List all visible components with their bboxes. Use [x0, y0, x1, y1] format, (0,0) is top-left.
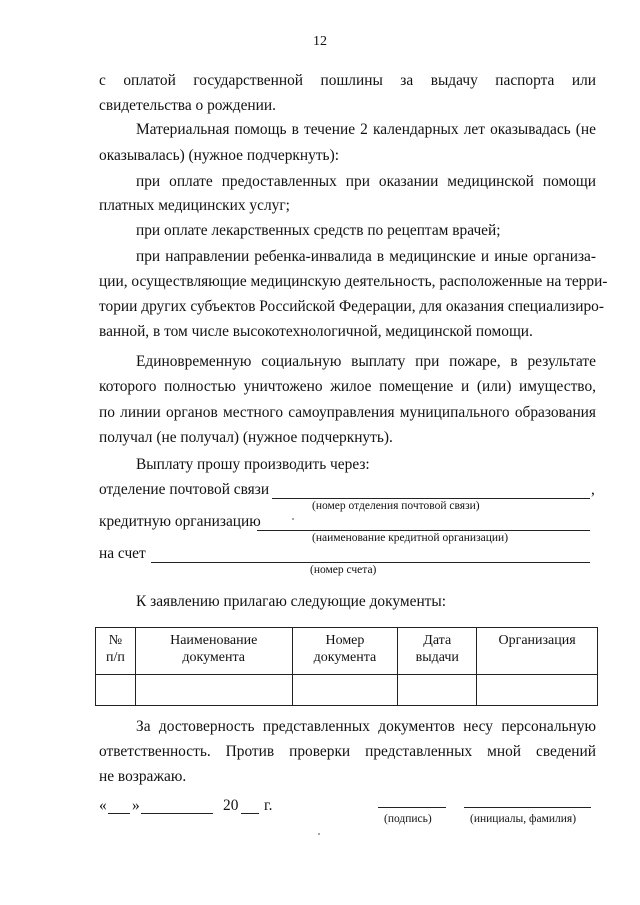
- post-office-comma: ,: [591, 481, 595, 498]
- table-cell-document-number[interactable]: [292, 675, 398, 706]
- table-row: [96, 675, 598, 706]
- header-document-name-line-2: документа: [182, 650, 246, 665]
- paragraph-3-line-1: при оплате предоставленных при оказании медицинской помощи: [136, 173, 596, 190]
- table-cell-organization[interactable]: [477, 675, 598, 706]
- post-office-label: отделение почтовой связи: [99, 481, 270, 498]
- name-field[interactable]: [464, 807, 591, 808]
- signature-hint: (подпись): [384, 813, 432, 825]
- account-field[interactable]: [151, 562, 590, 563]
- date-day-field[interactable]: [108, 813, 130, 814]
- declaration-line-2: ответственность. Против проверки представленных мной сведений: [99, 743, 596, 760]
- name-hint: (инициалы, фамилия): [470, 813, 577, 825]
- header-document-number-line-1: Номер: [325, 633, 365, 648]
- paragraph-3-line-2: платных медицинских услуг;: [99, 197, 290, 214]
- header-document-name: [135, 628, 292, 675]
- date-month-field[interactable]: [141, 813, 213, 814]
- header-document-name-line-1: Наименование: [170, 633, 258, 648]
- table-cell-document-name[interactable]: [135, 675, 292, 706]
- scan-speck: [318, 833, 320, 835]
- paragraph-6-line-4: получал (не получал) (нужное подчеркнуть).: [99, 429, 393, 446]
- declaration-line-3: не возражаю.: [99, 768, 187, 785]
- header-issue-date-line-1: Дата: [423, 633, 452, 648]
- table-cell-number[interactable]: [96, 675, 136, 706]
- header-document-number: [292, 628, 398, 675]
- paragraph-1-line-2: свидетельства о рождении.: [99, 97, 276, 114]
- account-label: на счет: [99, 545, 146, 562]
- documents-intro: К заявлению прилагаю следующие документы:: [136, 593, 447, 610]
- paragraph-1-line-1: с оплатой государственной пошлины за выдачу паспорта или: [99, 72, 596, 89]
- page-number: 12: [313, 34, 327, 49]
- credit-org-field[interactable]: [257, 530, 590, 531]
- header-document-number-line-2: документа: [313, 650, 377, 665]
- signature-field[interactable]: [378, 807, 446, 808]
- header-issue-date: [398, 628, 477, 675]
- date-close-quote: »: [132, 797, 140, 814]
- paragraph-5-line-2: ции, осуществляющие медицинскую деятельность, расположенные на терри-: [99, 273, 608, 290]
- table-cell-issue-date[interactable]: [398, 675, 477, 706]
- account-hint: (номер счета): [310, 564, 377, 576]
- documents-table-header: [96, 628, 598, 675]
- header-number: [96, 628, 136, 675]
- scan-speck: [292, 518, 294, 520]
- date-year-prefix: 20: [223, 797, 239, 814]
- credit-org-hint: (наименование кредитной организации): [312, 532, 509, 544]
- declaration-line-1: За достоверность представленных документов несу персональную: [136, 718, 596, 735]
- date-year-field[interactable]: [241, 813, 259, 814]
- paragraph-5-line-3: тории других субъектов Российской Федерации, для оказания специализиро-: [99, 298, 604, 315]
- date-year-suffix: г.: [264, 797, 273, 814]
- documents-table: [95, 627, 598, 706]
- paragraph-6-line-2: которого полностью уничтожено жилое помещение и (или) имущество,: [99, 378, 596, 395]
- paragraph-2-line-2: оказывалась) (нужное подчеркнуть):: [99, 147, 339, 164]
- paragraph-6-line-1: Единовременную социальную выплату при пожаре, в результате: [136, 353, 596, 370]
- header-issue-date-line-2: выдачи: [415, 650, 459, 665]
- paragraph-6-line-3: по линии органов местного самоуправления муниципального образования: [99, 404, 596, 421]
- header-organization: Организация: [477, 628, 598, 675]
- payment-intro: Выплату прошу производить через:: [136, 456, 370, 473]
- header-number-line-2: п/п: [106, 650, 125, 665]
- paragraph-2-line-1: Материальная помощь в течение 2 календарных лет оказывадась (не: [136, 121, 596, 138]
- credit-org-label: кредитную организацию: [99, 513, 261, 530]
- post-office-hint: (номер отделения почтовой связи): [312, 500, 480, 512]
- header-number-line-1: №: [108, 633, 123, 648]
- paragraph-5-line-1: при направлении ребенка-инвалида в медицинские и иные организа-: [136, 248, 596, 265]
- post-office-field[interactable]: [272, 498, 590, 499]
- paragraph-4-line-1: при оплате лекарственных средств по рецептам врачей;: [136, 222, 501, 239]
- date-open-quote: «: [99, 797, 107, 814]
- paragraph-5-line-4: ванной, в том числе высокотехнологичной, медицинской помощи.: [99, 323, 533, 340]
